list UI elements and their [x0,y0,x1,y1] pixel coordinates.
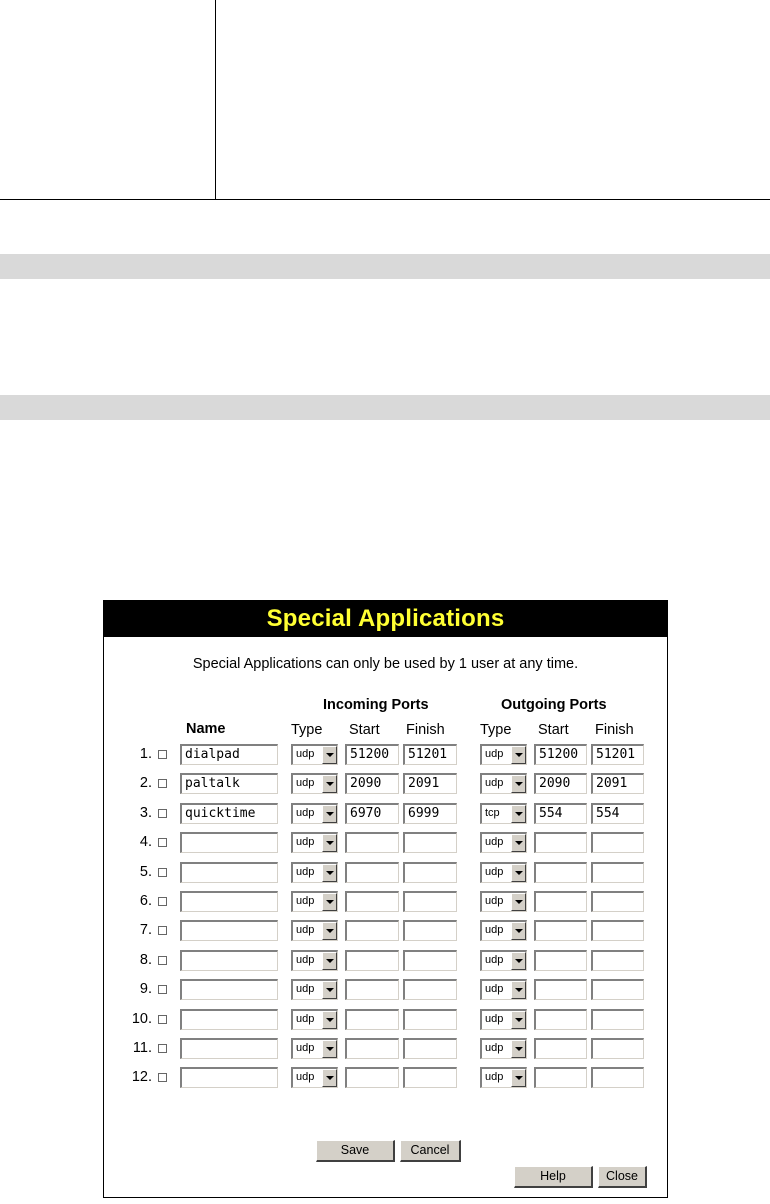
table-divider-vertical [215,0,216,199]
enable-checkbox[interactable] [158,1044,167,1053]
protocol-value: udp [485,1071,504,1084]
row-number: 12. [131,1069,152,1086]
table-divider-horizontal [0,199,770,200]
cancel-button[interactable]: Cancel [400,1140,461,1162]
name-input[interactable]: quicktime [180,803,278,824]
protocol-value: udp [485,924,504,937]
application-row [104,744,667,766]
protocol-value: udp [485,777,504,790]
incoming-start-input[interactable] [345,1038,399,1059]
outgoing-start-input[interactable] [534,832,587,853]
dropdown-arrow-icon[interactable] [511,1011,526,1029]
outgoing-type-select[interactable] [480,1009,527,1030]
outgoing-type-select[interactable] [480,1067,527,1088]
protocol-value: udp [485,1042,504,1054]
row-number: 5. [139,863,152,880]
incoming-finish-input[interactable]: 6999 [403,803,457,824]
incoming-finish-input[interactable] [403,891,457,912]
application-row [104,862,667,884]
incoming-finish-header: Finish [406,722,445,738]
outgoing-start-input[interactable] [534,950,587,971]
save-button[interactable]: Save [316,1140,395,1162]
dropdown-arrow-icon[interactable] [322,1069,337,1087]
enable-checkbox[interactable] [158,926,167,935]
enable-checkbox[interactable] [158,1073,167,1082]
incoming-start-input[interactable] [345,920,399,941]
application-row [104,832,667,854]
application-row [104,773,667,795]
enable-checkbox[interactable] [158,809,167,818]
protocol-value: udp [485,1012,504,1025]
name-input[interactable] [180,950,278,971]
incoming-type-select[interactable] [291,920,338,941]
incoming-type-select[interactable] [291,744,338,765]
outgoing-start-input[interactable]: 2090 [534,773,587,794]
incoming-type-select[interactable] [291,832,338,853]
outgoing-type-select[interactable] [480,920,527,941]
row-number: 7. [139,922,152,939]
dropdown-arrow-icon[interactable] [511,775,526,793]
application-row [104,1009,667,1031]
incoming-finish-input[interactable] [403,862,457,883]
protocol-value: udp [296,953,315,966]
dropdown-arrow-icon[interactable] [511,981,526,999]
outgoing-type-select[interactable] [480,744,527,765]
application-row [104,950,667,972]
name-input[interactable] [180,1067,278,1088]
name-input[interactable]: dialpad [180,744,278,765]
incoming-finish-input[interactable] [403,950,457,971]
outgoing-finish-input[interactable]: 51201 [591,744,644,765]
protocol-value: udp [296,865,315,878]
outgoing-start-input[interactable] [534,1009,587,1030]
protocol-value: udp [485,865,504,878]
outgoing-type-header: Type [480,722,512,738]
incoming-finish-input[interactable] [403,920,457,941]
protocol-value: udp [296,777,315,790]
outgoing-finish-input[interactable] [591,1067,644,1088]
dropdown-arrow-icon[interactable] [322,922,337,940]
outgoing-start-input[interactable] [534,891,587,912]
incoming-start-input[interactable]: 51200 [345,744,399,765]
incoming-start-input[interactable] [345,891,399,912]
outgoing-finish-input[interactable] [591,950,644,971]
enable-checkbox[interactable] [158,985,167,994]
dropdown-arrow-icon[interactable] [322,1040,337,1058]
name-input[interactable] [180,1038,278,1059]
dropdown-arrow-icon[interactable] [511,834,526,852]
protocol-value: udp [296,983,315,996]
outgoing-finish-input[interactable] [591,979,644,1000]
protocol-value: udp [485,836,504,849]
outgoing-start-header: Start [538,722,569,738]
section-header-bar [0,395,770,420]
incoming-start-input[interactable] [345,862,399,883]
row-number: 9. [139,981,152,998]
incoming-type-select[interactable] [291,979,338,1000]
outgoing-finish-input[interactable] [591,862,644,883]
protocol-value: udp [296,895,315,907]
dropdown-arrow-icon[interactable] [511,746,526,764]
incoming-type-select[interactable] [291,891,338,912]
section-header-bar [0,254,770,279]
protocol-value: udp [485,895,504,907]
outgoing-type-select[interactable] [480,1038,527,1059]
incoming-start-input[interactable] [345,979,399,1000]
incoming-type-select[interactable] [291,1009,338,1030]
row-number: 4. [139,834,152,851]
enable-checkbox[interactable] [158,897,167,906]
application-row [104,979,667,1001]
row-number: 3. [139,804,152,821]
incoming-start-input[interactable] [345,950,399,971]
outgoing-finish-input[interactable] [591,1009,644,1030]
name-column-header: Name [186,721,226,737]
incoming-type-select[interactable] [291,773,338,794]
row-number: 11. [132,1040,152,1056]
outgoing-type-select[interactable] [480,773,527,794]
name-input[interactable] [180,920,278,941]
application-row [104,920,667,942]
special-applications-dialog [103,600,668,1198]
outgoing-ports-heading: Outgoing Ports [501,697,607,713]
outgoing-finish-header: Finish [595,722,634,738]
dropdown-arrow-icon[interactable] [511,952,526,970]
row-number: 1. [139,746,152,762]
outgoing-type-select[interactable] [480,891,527,912]
outgoing-finish-input[interactable] [591,891,644,912]
outgoing-start-input[interactable]: 554 [534,803,587,824]
dropdown-arrow-icon[interactable] [511,1069,526,1087]
outgoing-type-select[interactable] [480,950,527,971]
incoming-finish-input[interactable] [403,1067,457,1088]
incoming-start-input[interactable]: 6970 [345,803,399,824]
incoming-finish-input[interactable] [403,1009,457,1030]
dropdown-arrow-icon[interactable] [511,922,526,940]
dropdown-arrow-icon[interactable] [322,834,337,852]
name-input[interactable] [180,891,278,912]
outgoing-finish-input[interactable]: 554 [591,803,644,824]
dropdown-arrow-icon[interactable] [322,981,337,999]
row-number: 10. [131,1010,152,1027]
protocol-value: tcp [485,806,500,819]
outgoing-start-input[interactable] [534,920,587,941]
name-input[interactable] [180,979,278,1000]
dropdown-arrow-icon[interactable] [322,1011,337,1029]
incoming-start-input[interactable] [345,1067,399,1088]
outgoing-finish-input[interactable] [591,920,644,941]
incoming-type-select[interactable] [291,803,338,824]
outgoing-start-input[interactable] [534,1067,587,1088]
incoming-start-input[interactable]: 2090 [345,773,399,794]
protocol-value: udp [485,953,504,966]
protocol-value: udp [296,1071,315,1084]
dropdown-arrow-icon[interactable] [511,893,526,911]
incoming-type-header: Type [291,722,323,738]
outgoing-finish-input[interactable] [591,1038,644,1059]
dropdown-arrow-icon[interactable] [511,1040,526,1058]
application-row [104,1067,667,1089]
name-input[interactable] [180,832,278,853]
protocol-value: udp [296,836,315,849]
incoming-finish-input[interactable]: 2091 [403,773,457,794]
dropdown-arrow-icon[interactable] [322,864,337,882]
protocol-value: udp [296,1012,315,1025]
usage-notice: Special Applications can only be used by 1 user at any time. [192,656,579,672]
incoming-type-select[interactable] [291,1067,338,1088]
incoming-finish-input[interactable]: 51201 [403,744,457,765]
incoming-finish-input[interactable] [403,1038,457,1059]
dropdown-arrow-icon[interactable] [322,775,337,793]
row-number: 2. [139,775,152,792]
row-number: 8. [139,951,152,968]
close-button[interactable]: Close [598,1166,647,1188]
incoming-type-select[interactable] [291,950,338,971]
protocol-value: udp [296,806,315,819]
outgoing-type-select[interactable] [480,832,527,853]
incoming-type-select[interactable] [291,862,338,883]
dropdown-arrow-icon[interactable] [511,864,526,882]
enable-checkbox[interactable] [158,779,167,788]
enable-checkbox[interactable] [158,1015,167,1024]
application-row [104,1038,667,1060]
incoming-start-header: Start [349,722,380,738]
application-row [104,891,667,913]
outgoing-finish-input[interactable] [591,832,644,853]
dropdown-arrow-icon[interactable] [322,893,337,911]
row-number: 6. [139,893,152,909]
outgoing-finish-input[interactable]: 2091 [591,773,644,794]
enable-checkbox[interactable] [158,956,167,965]
dropdown-arrow-icon[interactable] [322,952,337,970]
protocol-value: udp [296,1042,315,1054]
outgoing-type-select[interactable] [480,862,527,883]
incoming-start-input[interactable] [345,1009,399,1030]
enable-checkbox[interactable] [158,868,167,877]
incoming-start-input[interactable] [345,832,399,853]
dropdown-arrow-icon[interactable] [511,805,526,823]
dialog-title: Special Applications [104,601,667,637]
incoming-finish-input[interactable] [403,832,457,853]
application-row [104,803,667,825]
dropdown-arrow-icon[interactable] [322,746,337,764]
protocol-value: udp [485,748,504,760]
enable-checkbox[interactable] [158,838,167,847]
enable-checkbox[interactable] [158,750,167,759]
outgoing-start-input[interactable] [534,1038,587,1059]
name-input[interactable] [180,862,278,883]
outgoing-start-input[interactable] [534,979,587,1000]
name-input[interactable] [180,1009,278,1030]
incoming-ports-heading: Incoming Ports [323,697,429,713]
outgoing-type-select[interactable] [480,979,527,1000]
outgoing-type-select[interactable] [480,803,527,824]
dropdown-arrow-icon[interactable] [322,805,337,823]
protocol-value: udp [485,983,504,996]
protocol-value: udp [296,924,315,937]
help-button[interactable]: Help [514,1166,593,1188]
incoming-finish-input[interactable] [403,979,457,1000]
outgoing-start-input[interactable] [534,862,587,883]
incoming-type-select[interactable] [291,1038,338,1059]
protocol-value: udp [296,748,315,760]
name-input[interactable]: paltalk [180,773,278,794]
outgoing-start-input[interactable]: 51200 [534,744,587,765]
